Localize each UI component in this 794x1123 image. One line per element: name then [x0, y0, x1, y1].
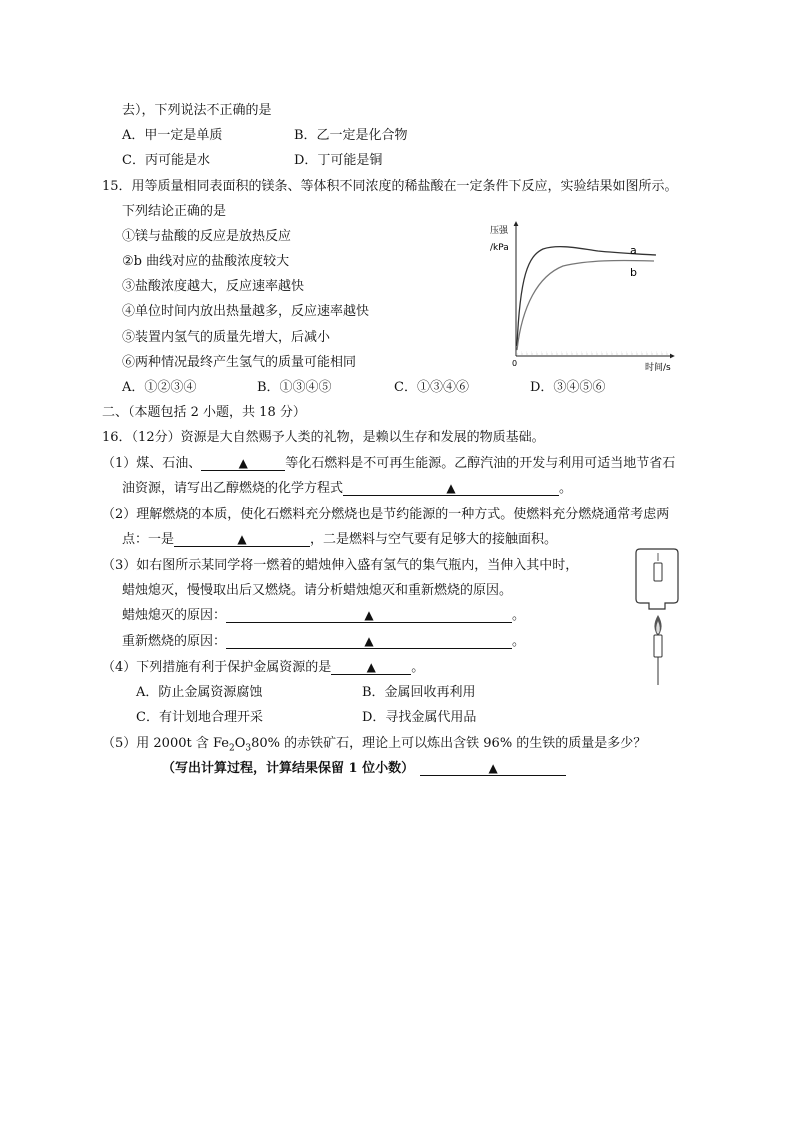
q14-option-d: D．丁可能是铜 — [294, 153, 383, 168]
q14-option-a: A．甲一定是单质 — [122, 128, 223, 143]
q16-option-d: D．寻找金属代用品 — [362, 710, 477, 725]
x-axis-label: 时间/s — [645, 363, 671, 373]
q14-continuation: 去），下列说法不正确的是 — [122, 103, 272, 118]
answer-blank-1[interactable]: ▲ — [201, 456, 285, 471]
q16-part-5-cont: （写出计算过程，计算结果保留 1 位小数） ▲ — [162, 760, 566, 778]
section-2-title: 二、（本题包括 2 小题，共 18 分） — [102, 405, 306, 420]
q15-statement-6: ⑥两种情况最终产生氢气的质量可能相同 — [122, 355, 357, 370]
q16-option-b: B．金属回收再利用 — [362, 685, 476, 700]
q15-statement-5: ⑤装置内氢气的质量先增大，后减小 — [122, 330, 331, 345]
q15-option-b: B．①③④⑤ — [257, 380, 332, 395]
q16-part-2: （2）理解燃烧的本质，使化石燃料充分燃烧也是节约能源的一种方式。使燃料充分燃烧通常考虑两 — [102, 507, 670, 522]
q15-stem-cont: 下列结论正确的是 — [122, 204, 227, 219]
y-axis-label: 压强 — [490, 226, 509, 236]
answer-blank-7[interactable]: ▲ — [420, 761, 566, 776]
q15-statement-1: ①镁与盐酸的反应是放热反应 — [122, 229, 292, 244]
candle-gas-jar-figure — [634, 545, 684, 687]
q15-option-c: C．①③④⑥ — [394, 380, 469, 395]
curve-a-label: a — [630, 244, 637, 257]
q16-option-a: A．防止金属资源腐蚀 — [136, 685, 263, 700]
q15-option-a: A．①②③④ — [122, 380, 197, 395]
answer-blank-3[interactable]: ▲ — [174, 532, 310, 547]
q14-option-b: B．乙一定是化合物 — [294, 128, 408, 143]
q16-stem: 16．（12分）资源是大自然赐予人类的礼物，是赖以生存和发展的物质基础。 — [102, 430, 545, 445]
q16-option-c: C．有计划地合理开采 — [136, 710, 263, 725]
q15-statement-2: ②b 曲线对应的盐酸浓度较大 — [122, 254, 290, 269]
answer-blank-6[interactable]: ▲ — [331, 660, 411, 675]
q15-statement-3: ③盐酸浓度越大，反应速率越快 — [122, 279, 305, 294]
q16-part-3-reason-1: 蜡烛熄灭的原因： ▲ 。 — [122, 608, 526, 623]
q14-option-c: C．丙可能是水 — [122, 153, 210, 168]
y-axis-unit: /kPa — [490, 243, 509, 253]
q16-part-3-reason-2: 重新燃烧的原因： ▲ 。 — [122, 634, 526, 649]
curve-b-label: b — [630, 266, 637, 279]
q16-part-1: （1）煤、石油、 ▲ 等化石燃料是不可再生能源。乙醇汽油的开发与利用可适当地节省石 — [102, 456, 676, 471]
q16-part-3-cont: 蜡烛熄灭，慢慢取出后又燃烧。请分析蜡烛熄灭和重新燃烧的原因。 — [122, 583, 513, 598]
q15-statement-4: ④单位时间内放出热量越多，反应速率越快 — [122, 304, 370, 319]
candle-inside-jar — [654, 563, 662, 581]
q16-part-2-cont: 点：一是 ▲ ，二是燃料与空气要有足够大的接触面积。 — [122, 532, 558, 547]
pressure-time-graph — [488, 216, 688, 376]
q15-stem: 15．用等质量相同表面积的镁条、等体积不同浓度的稀盐酸在一定条件下反应，实验结果如图所示。 — [102, 179, 678, 194]
q16-part-5: （5）用 2000t 含 $Fe_2O_380\%$ 的赤铁矿石，理论上可以炼出含铁 96% 的生铁的质量是多少？ — [102, 736, 647, 754]
answer-blank-4[interactable]: ▲ — [226, 608, 512, 623]
q16-part-1-cont: 油资源，请写出乙醇燃烧的化学方程式 ▲ 。 — [122, 481, 573, 496]
q15-option-d: D．③④⑤⑥ — [530, 380, 606, 395]
answer-blank-2[interactable]: ▲ — [343, 481, 559, 496]
answer-blank-5[interactable]: ▲ — [226, 634, 512, 649]
candle-outside-jar — [654, 635, 662, 657]
origin-label: 0 — [512, 359, 518, 368]
q16-part-3: （3）如右图所示某同学将一燃着的蜡烛伸入盛有氢气的集气瓶内，当伸入其中时， — [102, 558, 579, 573]
q16-part-4: （4）下列措施有利于保护金属资源的是 ▲ 。 — [102, 660, 425, 675]
